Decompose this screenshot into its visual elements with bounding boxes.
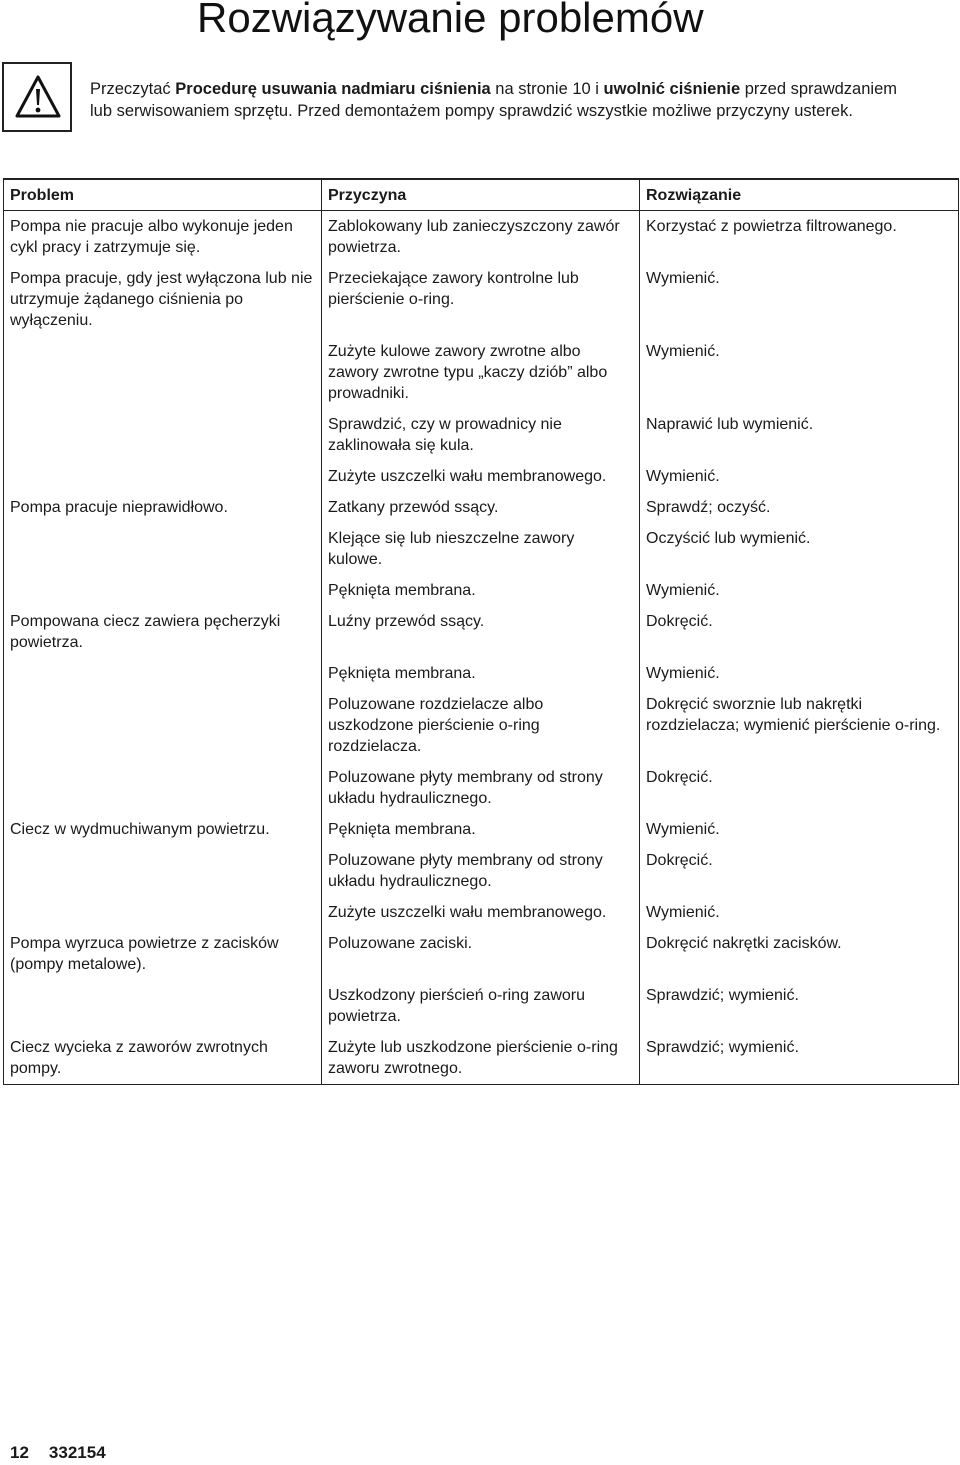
problem-cell xyxy=(4,461,322,492)
page-title: Rozwiązywanie problemów xyxy=(197,0,704,41)
problem-cell xyxy=(4,523,322,575)
solution-cell: Oczyścić lub wymienić. xyxy=(640,523,959,575)
cause-cell: Zużyte uszczelki wału membranowego. xyxy=(322,461,640,492)
header-cause: Przyczyna xyxy=(322,179,640,211)
solution-cell: Wymienić. xyxy=(640,658,959,689)
table-row xyxy=(4,658,959,689)
solution-cell: Dokręcić. xyxy=(640,845,959,897)
problem-cell xyxy=(4,658,322,689)
warning-box xyxy=(2,62,72,132)
cause-cell: Zablokowany lub zanieczyszczony zawór powietrza. xyxy=(322,211,640,264)
problem-cell: Ciecz wycieka z zaworów zwrotnych pompy. xyxy=(4,1032,322,1085)
solution-cell: Wymienić. xyxy=(640,814,959,845)
problem-cell: Ciecz w wydmuchiwanym powietrzu. xyxy=(4,814,322,845)
problem-cell xyxy=(4,409,322,461)
cause-cell: Przeciekające zawory kontrolne lub pierścienie o-ring. xyxy=(322,263,640,336)
table-row xyxy=(4,897,959,928)
problem-cell xyxy=(4,897,322,928)
warning-triangle-icon xyxy=(15,74,61,120)
solution-cell: Sprawdzić; wymienić. xyxy=(640,1032,959,1085)
cause-cell: Poluzowane płyty membrany od strony układu hydraulicznego. xyxy=(322,845,640,897)
cause-cell: Poluzowane płyty membrany od strony układu hydraulicznego. xyxy=(322,762,640,814)
cause-cell: Pęknięta membrana. xyxy=(322,814,640,845)
table-row xyxy=(4,523,959,575)
solution-cell: Sprawdź; oczyść. xyxy=(640,492,959,523)
table-row xyxy=(4,461,959,492)
table-row xyxy=(4,928,959,980)
header-solution: Rozwiązanie xyxy=(640,179,959,211)
cause-cell: Zużyte kulowe zawory zwrotne albo zawory zwrotne typu „kaczy dziób” albo prowadniki. xyxy=(322,336,640,409)
table-header-row xyxy=(4,179,959,211)
solution-cell: Naprawić lub wymienić. xyxy=(640,409,959,461)
solution-cell: Dokręcić sworznie lub nakrętki rozdzielacza; wymienić pierścienie o-ring. xyxy=(640,689,959,762)
solution-cell: Dokręcić. xyxy=(640,762,959,814)
problem-cell: Pompowana ciecz zawiera pęcherzyki powietrza. xyxy=(4,606,322,658)
problem-cell: Pompa wyrzuca powietrze z zacisków (pompy metalowe). xyxy=(4,928,322,980)
problem-cell xyxy=(4,980,322,1032)
cause-cell: Uszkodzony pierścień o-ring zaworu powietrza. xyxy=(322,980,640,1032)
cause-cell: Klejące się lub nieszczelne zawory kulowe. xyxy=(322,523,640,575)
solution-cell: Dokręcić nakrętki zacisków. xyxy=(640,928,959,980)
cause-cell: Zużyte uszczelki wału membranowego. xyxy=(322,897,640,928)
table-row xyxy=(4,980,959,1032)
header-problem: Problem xyxy=(4,179,322,211)
cause-cell: Sprawdzić, czy w prowadnicy nie zaklinowała się kula. xyxy=(322,409,640,461)
cause-cell: Poluzowane zaciski. xyxy=(322,928,640,980)
cause-cell: Pęknięta membrana. xyxy=(322,658,640,689)
solution-cell: Wymienić. xyxy=(640,461,959,492)
table-row xyxy=(4,575,959,606)
table-row xyxy=(4,689,959,762)
table-row xyxy=(4,492,959,523)
cause-cell: Luźny przewód ssący. xyxy=(322,606,640,658)
page-number: 12 xyxy=(10,1443,29,1462)
page-footer xyxy=(10,1443,106,1463)
table-row xyxy=(4,762,959,814)
solution-cell: Korzystać z powietrza filtrowanego. xyxy=(640,211,959,264)
problem-cell xyxy=(4,689,322,762)
problem-cell xyxy=(4,845,322,897)
solution-cell: Wymienić. xyxy=(640,263,959,336)
cause-cell: Pęknięta membrana. xyxy=(322,575,640,606)
cause-cell: Zużyte lub uszkodzone pierścienie o-ring zaworu zwrotnego. xyxy=(322,1032,640,1085)
problem-cell: Pompa pracuje nieprawidłowo. xyxy=(4,492,322,523)
table-row xyxy=(4,336,959,409)
cause-cell: Poluzowane rozdzielacze albo uszkodzone pierścienie o-ring rozdzielacza. xyxy=(322,689,640,762)
table-row xyxy=(4,606,959,658)
problem-cell xyxy=(4,336,322,409)
table-row xyxy=(4,211,959,264)
solution-cell: Wymienić. xyxy=(640,897,959,928)
table-row xyxy=(4,814,959,845)
solution-cell: Wymienić. xyxy=(640,336,959,409)
table-row xyxy=(4,845,959,897)
problem-cell: Pompa pracuje, gdy jest wyłączona lub nie utrzymuje żądanego ciśnienia po wyłączeniu. xyxy=(4,263,322,336)
problem-cell xyxy=(4,575,322,606)
problem-cell: Pompa nie pracuje albo wykonuje jeden cykl pracy i zatrzymuje się. xyxy=(4,211,322,264)
table-row xyxy=(4,409,959,461)
troubleshooting-table xyxy=(3,178,959,1085)
document-number: 332154 xyxy=(48,1443,106,1462)
solution-cell: Wymienić. xyxy=(640,575,959,606)
problem-cell xyxy=(4,762,322,814)
table-row xyxy=(4,263,959,336)
warning-text: Przeczytać Procedurę usuwania nadmiaru ciśnienia na stronie 10 i uwolnić ciśnienie przed sprawdzaniem lub serwisowaniem sprzętu. Przed demontażem pompy sprawdzić wszystkie możliwe przyczyny usterek. xyxy=(90,80,897,120)
cause-cell: Zatkany przewód ssący. xyxy=(322,492,640,523)
solution-cell: Dokręcić. xyxy=(640,606,959,658)
solution-cell: Sprawdzić; wymienić. xyxy=(640,980,959,1032)
table-row xyxy=(4,1032,959,1085)
